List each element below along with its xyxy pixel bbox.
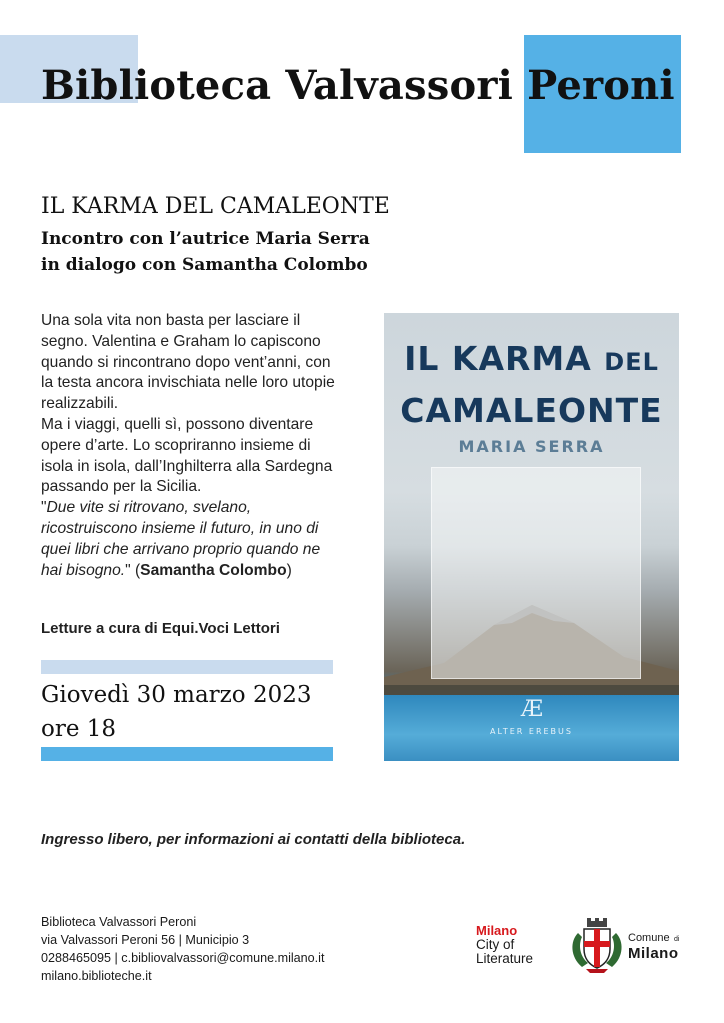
event-date: Giovedì 30 marzo 2023 bbox=[41, 682, 312, 708]
milano-text: Milano bbox=[628, 945, 679, 962]
comune-di-milano-wordmark bbox=[628, 930, 679, 961]
quote-end: ) bbox=[286, 561, 292, 579]
cover-frame-overlay bbox=[431, 467, 641, 679]
cover-title-main: IL KARMA bbox=[404, 339, 605, 378]
logo-text-milano: Milano bbox=[476, 923, 518, 938]
cover-author: MARIA SERRA bbox=[458, 437, 605, 456]
contact-line: milano.biblioteche.it bbox=[41, 969, 152, 983]
comune-di-milano-crest-icon bbox=[568, 917, 626, 975]
event-subtitle-author: Incontro con l’autrice Maria Serra bbox=[41, 229, 370, 249]
event-title: IL KARMA DEL CAMALEONTE bbox=[41, 194, 390, 219]
cover-publisher: ALTER EREBUS bbox=[490, 727, 573, 736]
event-time: ore 18 bbox=[41, 716, 117, 742]
quote-author: Samantha Colombo bbox=[140, 561, 287, 579]
book-cover-image bbox=[384, 313, 679, 761]
decor-bar-blue bbox=[41, 747, 333, 761]
event-subtitle-moderator: in dialogo con Samantha Colombo bbox=[41, 255, 368, 275]
milano-city-of-literature-logo bbox=[476, 924, 533, 966]
readings-credit: Letture a cura di Equi.Voci Lettori bbox=[41, 620, 280, 637]
library-contacts bbox=[41, 913, 324, 985]
quote-mark: " bbox=[41, 499, 47, 517]
entry-note: Ingresso libero, per informazioni ai contatti della biblioteca. bbox=[41, 831, 466, 848]
review-quote bbox=[41, 498, 341, 581]
synopsis-paragraph: Una sola vita non basta per lasciare il segno. Valentina e Graham lo capiscono quando si rincontrano dopo vent’anni, con la testa ancora invischiata nelle loro utopie realizzabili. bbox=[41, 312, 335, 413]
cover-title-line2: CAMALEONTE bbox=[400, 391, 663, 430]
library-title: Biblioteca Valvassori Peroni bbox=[41, 62, 675, 109]
comune-di-text: di bbox=[674, 936, 680, 943]
cover-title-line1 bbox=[384, 339, 679, 378]
book-synopsis bbox=[41, 311, 341, 581]
cover-title-small: DEL bbox=[604, 348, 659, 376]
quote-mark: " ( bbox=[125, 561, 141, 579]
contact-line: via Valvassori Peroni 56 | Municipio 3 bbox=[41, 933, 250, 947]
quote-text: Due vite si ritrovano, svelano, ricostruiscono insieme il futuro, in uno di quei libri che arrivano proprio quando ne hai bisogno. bbox=[41, 499, 321, 579]
logo-text-literature: Literature bbox=[476, 951, 534, 966]
publisher-logo-icon: Æ bbox=[520, 697, 544, 722]
decor-bar-light bbox=[41, 660, 333, 674]
synopsis-paragraph: Ma i viaggi, quelli sì, possono diventare opere d’arte. Lo scopriranno insieme di isola in isola, dall’Inghilterra alla Sardegna passando per la Sicilia. bbox=[41, 415, 333, 496]
comune-text: Comune bbox=[628, 932, 670, 944]
contact-line: Biblioteca Valvassori Peroni bbox=[41, 915, 197, 929]
logo-text-city-of: City of bbox=[476, 937, 515, 952]
contact-line: 0288465095 | c.bibliovalvassori@comune.milano.it bbox=[41, 951, 325, 965]
